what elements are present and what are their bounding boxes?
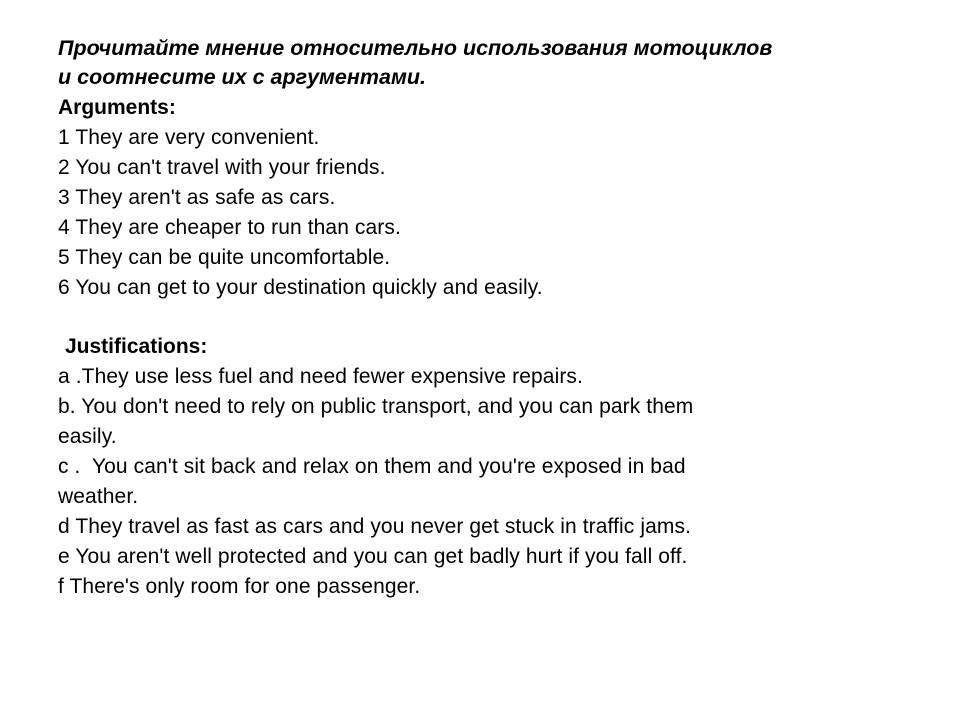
justification-item-continuation: easily.: [58, 425, 117, 448]
section-spacer: [58, 303, 902, 331]
justification-item-continuation: weather.: [58, 485, 139, 508]
argument-item: 4 They are cheaper to run than cars.: [58, 216, 401, 239]
arguments-heading: Arguments:: [58, 96, 176, 119]
justification-item: a .They use less fuel and need fewer expensive repairs.: [58, 365, 583, 388]
justification-item: b. You don't need to rely on public transport, and you can park them: [58, 395, 694, 418]
instruction-line-2: и соотнесите их с аргументами.: [58, 65, 426, 89]
argument-item: 2 You can't travel with your friends.: [58, 156, 386, 179]
instruction-line-1: Прочитайте мнение относительно использования мотоциклов: [58, 36, 773, 60]
argument-item: 1 They are very convenient.: [58, 126, 320, 149]
argument-item: 3 They aren't as safe as cars.: [58, 186, 336, 209]
justification-item: e You aren't well protected and you can get badly hurt if you fall off.: [58, 545, 688, 568]
justification-item: f There's only room for one passenger.: [58, 575, 421, 598]
argument-item: 6 You can get to your destination quickly and easily.: [58, 276, 543, 299]
argument-item: 5 They can be quite uncomfortable.: [58, 246, 391, 269]
justifications-heading: Justifications:: [65, 335, 208, 358]
justification-item: d They travel as fast as cars and you never get stuck in traffic jams.: [58, 515, 692, 538]
justification-item: c . You can't sit back and relax on them and you're exposed in bad: [58, 455, 686, 478]
